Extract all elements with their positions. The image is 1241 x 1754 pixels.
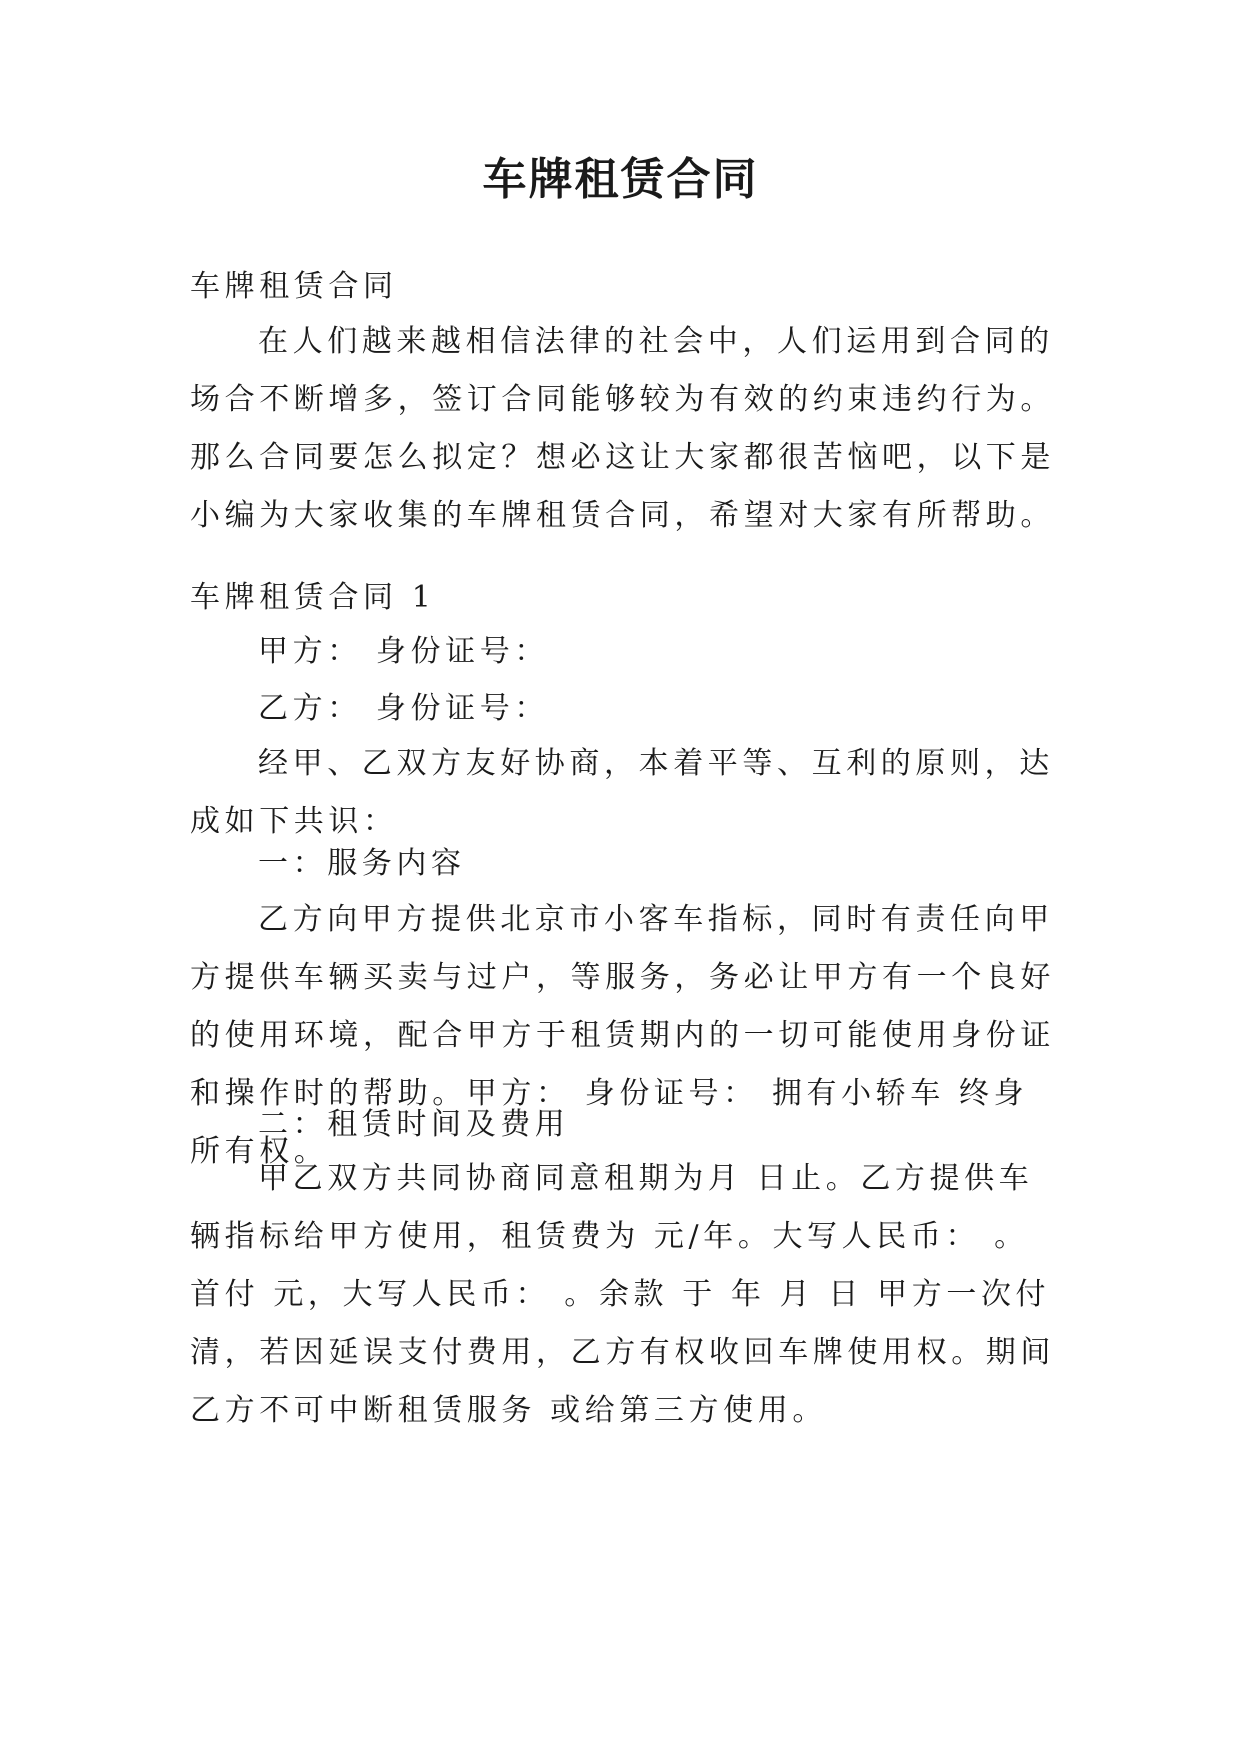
consensus-paragraph: 经甲、乙双方友好协商，本着平等、互利的原则，达成如下共识：	[190, 746, 1054, 839]
intro-paragraph: 在人们越来越相信法律的社会中，人们运用到合同的场合不断增多，签订合同能够较为有效的约束违约行为。那么合同要怎么拟定？想必这让大家都很苦恼吧，以下是小编为大家收集的车牌租赁合同，希望对大家有所帮助。	[190, 324, 1055, 533]
section-1-paragraph: 乙方向甲方提供北京市小客车指标，同时有责任向甲方提供车辆买卖与过户，等服务，务必让甲方有一个良好的使用环境，配合甲方于租赁期内的一切可能使用身份证和操作时的帮助。甲方： 身份证号： 拥有小轿车 终身所有权。	[190, 902, 1055, 1169]
section-1-heading: 一：服务内容	[258, 846, 466, 881]
section-2-heading: 二：租赁时间及费用	[258, 1107, 570, 1142]
document-subtitle: 车牌租赁合同	[190, 269, 398, 304]
section-2-paragraph: 甲乙双方共同协商同意租期为月 日止。乙方提供车辆指标给甲方使用，租赁费为 元/年。大写人民币： 。 首付 元，大写人民币： 。余款 于 年 月 日 甲方一次付清，若因延误支付费用，乙方有权收回车牌使用权。期间乙方不可中断租赁服务 或给第三方使用。	[190, 1161, 1055, 1428]
party-b-line: 乙方： 身份证号：	[258, 691, 549, 726]
document-title: 车牌租赁合同	[482, 154, 759, 205]
contract-1-heading: 车牌租赁合同 1	[190, 580, 436, 615]
party-a-line: 甲方： 身份证号：	[258, 634, 549, 669]
